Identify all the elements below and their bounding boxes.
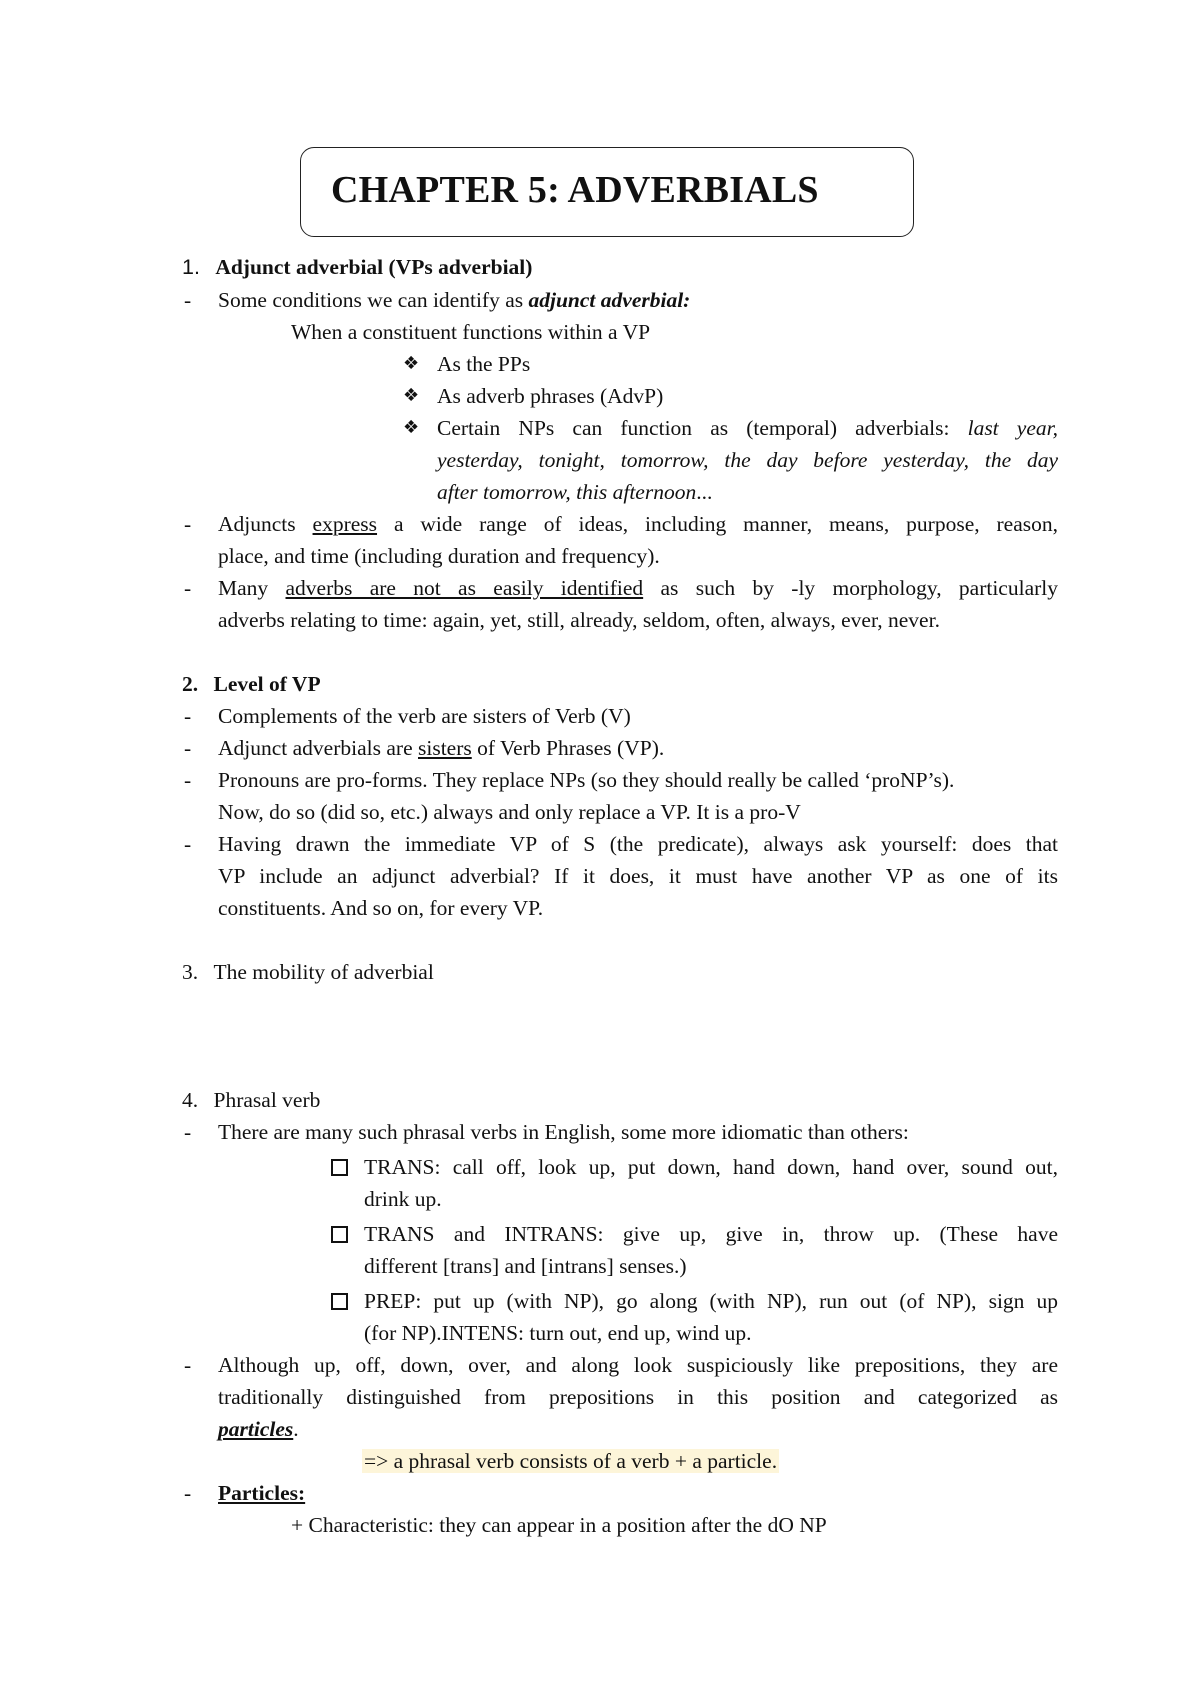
checkbox-icon (331, 1226, 348, 1243)
s1-diamond-item-3-line-1: Certain NPs can function as (temporal) adverbials: last year, (437, 416, 1058, 440)
s1-subline: When a constituent functions within a VP (291, 320, 651, 344)
particles-term: particles (218, 1417, 294, 1441)
dash-bullet: - (184, 736, 192, 760)
adjunct-adverbial-term: adjunct adverbial: (528, 288, 691, 312)
section-4-heading (182, 1084, 320, 1116)
s4-check-item-3-line-2: (for NP).INTENS: turn out, end up, wind up. (364, 1321, 752, 1345)
dash-bullet: - (184, 832, 192, 856)
s2-bullet-2: Adjunct adverbials are sisters of Verb Phrases (VP). (218, 736, 665, 760)
phrasal-verb-definition (362, 1445, 779, 1477)
section-1-title: Adjunct adverbial (VPs adverbial) (215, 255, 533, 279)
particles-characteristic: + Characteristic: they can appear in a position after the dO NP (291, 1513, 827, 1537)
s2-bullet-3-line-1: Pronouns are pro-forms. They replace NPs (so they should really be called ‘proNP’s). (218, 768, 955, 792)
dash-bullet: - (184, 576, 192, 600)
section-3-number: 3. (182, 960, 199, 984)
dash-bullet: - (184, 512, 192, 536)
dash-bullet: - (184, 1353, 192, 1377)
s4-check-item-1-line-2: drink up. (364, 1187, 442, 1211)
s4-check-item-1-line-1: TRANS: call off, look up, put down, hand down, hand over, sound out, (364, 1155, 1058, 1179)
s2-bullet-1: Complements of the verb are sisters of Verb (V) (218, 704, 631, 728)
s1-diamond-item-1: As the PPs (437, 352, 531, 376)
dash-bullet: - (184, 1120, 192, 1144)
dash-bullet: - (184, 768, 192, 792)
dash-bullet: - (184, 704, 192, 728)
section-3-title: The mobility of adverbial (213, 960, 434, 984)
s2-bullet-4-line-1: Having drawn the immediate VP of S (the predicate), always ask yourself: does that (218, 832, 1058, 856)
diamond-bullet-icon: ❖ (403, 385, 420, 406)
particles-label: Particles: (218, 1481, 306, 1505)
section-2-number: 2. (182, 672, 199, 696)
section-4-number: 4. (182, 1088, 199, 1112)
s4-check-item-2-line-2: different [trans] and [intrans] senses.) (364, 1254, 687, 1278)
highlighted-definition: => a phrasal verb consists of a verb + a particle. (364, 1449, 778, 1473)
s4-bullet-2-line-2: traditionally distinguished from prepositions in this position and categorized as (218, 1385, 1058, 1409)
checkbox-icon (331, 1293, 348, 1310)
section-2-heading (182, 668, 321, 700)
s2-bullet-4-line-2: VP include an adjunct adverbial? If it does, it must have another VP as one of its (218, 864, 1058, 888)
s4-check-item-2-line-1: TRANS and INTRANS: give up, give in, throw up. (These have (364, 1222, 1058, 1246)
s2-bullet-4-line-3: constituents. And so on, for every VP. (218, 896, 544, 920)
section-4-title: Phrasal verb (213, 1088, 321, 1112)
s1-diamond-item-3-line-3: after tomorrow, this afternoon... (437, 480, 713, 504)
diamond-bullet-icon: ❖ (403, 353, 420, 374)
s4-check-item-3-line-1: PREP: put up (with NP), go along (with NP), run out (of NP), sign up (364, 1289, 1058, 1313)
chapter-title: CHAPTER 5: ADVERBIALS (331, 169, 819, 211)
dash-bullet: - (184, 288, 192, 312)
s1-bullet-2-line-1: Adjuncts express a wide range of ideas, including manner, means, purpose, reason, (218, 512, 1059, 536)
s1-bullet-1: Some conditions we can identify as adjunct adverbial: (218, 288, 691, 312)
s1-bullet-2-line-2: place, and time (including duration and frequency). (218, 544, 660, 568)
section-1-heading (182, 251, 532, 283)
section-2-title: Level of VP (213, 672, 321, 696)
section-3-heading (182, 956, 434, 988)
s4-bullet-1: There are many such phrasal verbs in English, some more idiomatic than others: (218, 1120, 909, 1144)
s1-bullet-3-line-1: Many adverbs are not as easily identified as such by -ly morphology, particularly (218, 576, 1058, 600)
s4-bullet-2-line-3: particles. (218, 1417, 299, 1441)
s1-diamond-item-2: As adverb phrases (AdvP) (437, 384, 664, 408)
s2-bullet-3-line-2: Now, do so (did so, etc.) always and only replace a VP. It is a pro-V (218, 800, 801, 824)
s1-bullet-3-line-2: adverbs relating to time: again, yet, still, already, seldom, often, always, ever, never. (218, 608, 940, 632)
checkbox-icon (331, 1159, 348, 1176)
s1-diamond-item-3-line-2: yesterday, tonight, tomorrow, the day before yesterday, the day (437, 448, 1058, 472)
dash-bullet: - (184, 1481, 192, 1505)
diamond-bullet-icon: ❖ (403, 417, 420, 438)
s4-bullet-2-line-1: Although up, off, down, over, and along look suspiciously like prepositions, they are (218, 1353, 1058, 1377)
section-1-number: 1. (182, 255, 200, 279)
